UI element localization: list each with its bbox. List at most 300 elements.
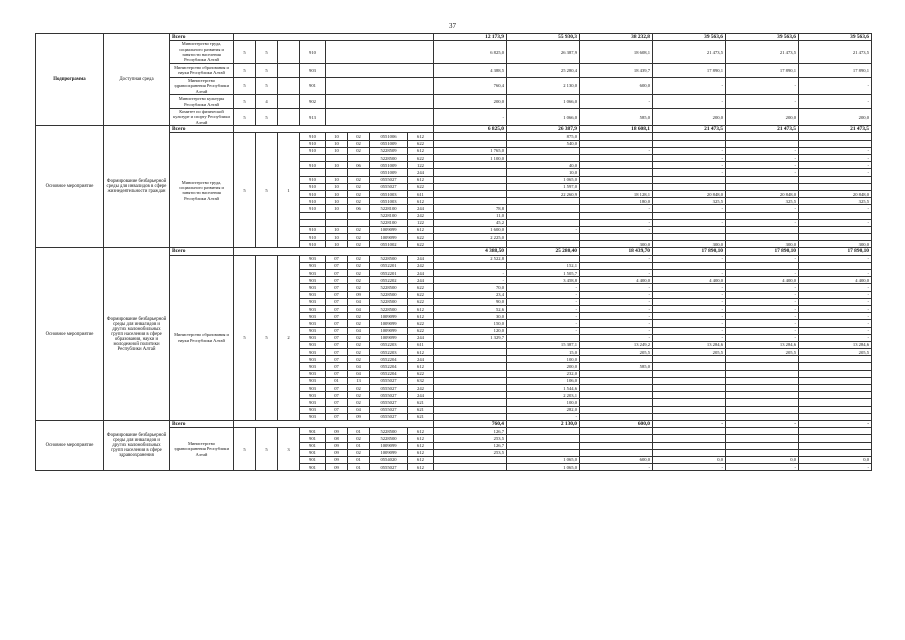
pr-code: 09 — [348, 413, 370, 420]
pr-code: 02 — [348, 399, 370, 406]
rz-code: 07 — [326, 392, 348, 399]
amount-cell: - — [653, 320, 726, 327]
amount-cell: 22 260,9 — [507, 190, 580, 197]
rz-code: 07 — [326, 370, 348, 377]
amount-cell: - — [726, 284, 799, 291]
grbs-code: 903 — [300, 320, 326, 327]
amount-cell — [507, 241, 580, 248]
grbs-code: 903 — [300, 327, 326, 334]
amount-cell: - — [507, 298, 580, 305]
amount-cell: - — [799, 169, 872, 176]
rz-code: 07 — [326, 277, 348, 284]
amount-cell: - — [799, 255, 872, 262]
amount-cell — [434, 349, 507, 356]
amount-cell: 2 522,8 — [434, 255, 507, 262]
amount-cell: - — [799, 147, 872, 154]
amount-cell — [726, 442, 799, 449]
amount-cell: - — [799, 219, 872, 226]
rz-code: 07 — [326, 406, 348, 413]
vr-code: 622 — [408, 298, 434, 305]
amount-cell — [434, 341, 507, 348]
pr-code: 02 — [348, 190, 370, 197]
amount-cell: 52,6 — [434, 305, 507, 312]
amount-cell — [653, 413, 726, 420]
pr-code: 02 — [348, 435, 370, 442]
amount-cell: - — [580, 464, 653, 471]
amount-cell: - — [726, 334, 799, 341]
amount-cell: - — [507, 291, 580, 298]
rz-code: 07 — [326, 385, 348, 392]
amount-cell — [653, 356, 726, 363]
vr-code: 612 — [408, 363, 434, 370]
amount-cell — [434, 176, 507, 183]
amount-cell — [507, 212, 580, 219]
cs-code: 0552204 — [370, 363, 408, 370]
amount-cell: - — [507, 284, 580, 291]
rz-code — [326, 212, 348, 219]
amount-cell: - — [653, 219, 726, 226]
amount-cell — [507, 205, 580, 212]
pr-code: 02 — [348, 356, 370, 363]
amount-cell: - — [799, 464, 872, 471]
grbs-code — [300, 212, 326, 219]
amount-cell: - — [580, 226, 653, 233]
cs-code: 5228509 — [370, 147, 408, 154]
amount-cell — [653, 377, 726, 384]
amount-cell: - — [726, 270, 799, 277]
total-value: 18 439,70 — [580, 248, 653, 255]
amount-cell: - — [799, 284, 872, 291]
code-empty — [326, 95, 434, 109]
amount-cell: 1 597,0 — [507, 183, 580, 190]
amount-cell — [507, 234, 580, 241]
total-value: 600,0 — [580, 420, 653, 427]
rz-code: 07 — [326, 413, 348, 420]
total-value: - — [653, 420, 726, 427]
amount-cell — [434, 133, 507, 140]
amount-cell: - — [799, 155, 872, 162]
amount-cell — [653, 406, 726, 413]
amount-cell: 20 848,0 — [726, 190, 799, 197]
amount-cell — [434, 464, 507, 471]
pr-code: 04 — [348, 406, 370, 413]
amount-cell: - — [799, 298, 872, 305]
amount-cell: - — [507, 320, 580, 327]
pr-code: 01 — [348, 442, 370, 449]
pr-code: 02 — [348, 270, 370, 277]
pr-code: 02 — [348, 234, 370, 241]
vr-code: 622 — [408, 234, 434, 241]
amount-cell — [580, 392, 653, 399]
amount-cell: 100,0 — [507, 356, 580, 363]
grbs-code: 910 — [300, 226, 326, 233]
amount-cell: - — [507, 413, 580, 420]
rz-code: 07 — [326, 270, 348, 277]
grbs-code: 910 — [300, 41, 326, 64]
amount-cell: 4 388,5 — [434, 63, 507, 77]
amount-cell: 90,0 — [434, 298, 507, 305]
amount-cell: - — [653, 205, 726, 212]
amount-cell: 126,7 — [434, 428, 507, 435]
amount-cell: - — [653, 305, 726, 312]
rz-code: 07 — [326, 399, 348, 406]
amount-cell: 200,0 — [434, 95, 507, 109]
grbs-code — [300, 155, 326, 162]
vr-code: 612 — [408, 305, 434, 312]
grbs-code — [300, 219, 326, 226]
amount-cell — [434, 356, 507, 363]
vr-code: 612 — [408, 226, 434, 233]
amount-cell: - — [726, 219, 799, 226]
rz-code: 07 — [326, 262, 348, 269]
amount-cell: 3 458,8 — [507, 277, 580, 284]
vr-code: 622 — [408, 140, 434, 147]
code-c: 2 — [278, 255, 300, 420]
grbs-code: 903 — [300, 363, 326, 370]
total-value: 39 563,6 — [653, 34, 726, 41]
rz-code: 10 — [326, 234, 348, 241]
amount-cell — [726, 356, 799, 363]
amount-cell: 10,0 — [507, 169, 580, 176]
grbs-code: 910 — [300, 183, 326, 190]
amount-cell: 126,7 — [434, 442, 507, 449]
pr-code: 04 — [348, 327, 370, 334]
vr-code: 242 — [408, 385, 434, 392]
pr-code: 02 — [348, 313, 370, 320]
amount-cell: - — [653, 284, 726, 291]
pr-code: 02 — [348, 392, 370, 399]
pr-code: 02 — [348, 241, 370, 248]
amount-cell — [580, 176, 653, 183]
amount-cell — [653, 385, 726, 392]
amount-cell — [507, 334, 580, 341]
total-value: 18 608,1 — [580, 126, 653, 133]
code-c — [278, 63, 300, 77]
amount-cell: 205,5 — [726, 349, 799, 356]
amount-cell: - — [653, 162, 726, 169]
amount-cell — [507, 428, 580, 435]
cs-code: 0552203 — [370, 349, 408, 356]
amount-cell: 2 225,0 — [434, 234, 507, 241]
vr-code: 244 — [408, 334, 434, 341]
amount-cell — [434, 169, 507, 176]
amount-cell — [799, 428, 872, 435]
grbs-code: 910 — [300, 133, 326, 140]
amount-cell — [799, 363, 872, 370]
amount-cell: 1 065,0 — [507, 464, 580, 471]
amount-cell — [580, 413, 653, 420]
vr-code: 612 — [408, 456, 434, 463]
amount-cell: 150,0 — [434, 320, 507, 327]
grbs-code: 903 — [300, 385, 326, 392]
empty-code-cell — [234, 420, 434, 427]
amount-cell — [434, 399, 507, 406]
code-c — [278, 41, 300, 64]
grbs-code: 903 — [300, 413, 326, 420]
amount-cell: - — [726, 327, 799, 334]
amount-cell — [799, 435, 872, 442]
code-b: 5 — [256, 63, 278, 77]
vr-code: 612 — [408, 313, 434, 320]
amount-cell: 13 284,6 — [799, 341, 872, 348]
pr-code: 06 — [348, 205, 370, 212]
activity-type-cell: Основное мероприятие — [36, 126, 104, 248]
amount-cell: 200,0 — [799, 109, 872, 126]
rz-code: 09 — [326, 456, 348, 463]
amount-cell — [580, 406, 653, 413]
rz-code: 07 — [326, 298, 348, 305]
amount-cell — [726, 183, 799, 190]
amount-cell — [507, 147, 580, 154]
amount-cell: - — [580, 327, 653, 334]
total-value: 38 232,8 — [580, 34, 653, 41]
grbs-code: 913 — [300, 109, 326, 126]
vr-code: 611 — [408, 190, 434, 197]
amount-cell — [653, 133, 726, 140]
grbs-code: 910 — [300, 147, 326, 154]
amount-cell — [653, 183, 726, 190]
amount-cell: 325,5 — [653, 198, 726, 205]
grbs-code: 903 — [300, 270, 326, 277]
amount-cell: 205,5 — [799, 349, 872, 356]
amount-cell: 1 066,0 — [507, 95, 580, 109]
amount-cell — [580, 356, 653, 363]
grbs-code: 910 — [300, 241, 326, 248]
amount-cell: 17 890,1 — [799, 63, 872, 77]
code-c — [278, 109, 300, 126]
amount-cell — [434, 370, 507, 377]
amount-cell: - — [653, 95, 726, 109]
rz-code: 07 — [326, 284, 348, 291]
amount-cell: 13 284,6 — [726, 341, 799, 348]
rz-code: 09 — [326, 428, 348, 435]
cs-code: 0555027 — [370, 377, 408, 384]
code-a: 5 — [234, 41, 256, 64]
cs-code: 0552202 — [370, 277, 408, 284]
amount-cell — [726, 413, 799, 420]
grbs-code: 910 — [300, 162, 326, 169]
total-value: 25 280,40 — [507, 248, 580, 255]
pr-code: 09 — [348, 291, 370, 298]
amount-cell: - — [580, 320, 653, 327]
vr-code: 622 — [408, 370, 434, 377]
pr-code: 04 — [348, 370, 370, 377]
pr-code: 13 — [348, 377, 370, 384]
amount-cell — [799, 392, 872, 399]
amount-cell: - — [726, 313, 799, 320]
amount-cell: - — [653, 255, 726, 262]
cs-code: 1009099 — [370, 313, 408, 320]
amount-cell — [507, 198, 580, 205]
amount-cell — [799, 212, 872, 219]
cs-code: 1009099 — [370, 334, 408, 341]
amount-cell: - — [726, 162, 799, 169]
cs-code: 1009099 — [370, 320, 408, 327]
amount-cell — [726, 176, 799, 183]
amount-cell: - — [799, 205, 872, 212]
total-value: 6 825,0 — [434, 126, 507, 133]
grbs-code — [300, 169, 326, 176]
amount-cell — [653, 176, 726, 183]
amount-cell: 2 130,0 — [507, 77, 580, 94]
amount-cell — [653, 370, 726, 377]
amount-cell — [799, 176, 872, 183]
rz-code: 10 — [326, 147, 348, 154]
vr-code: 622 — [408, 327, 434, 334]
amount-cell: - — [653, 327, 726, 334]
amount-cell: - — [726, 291, 799, 298]
amount-cell: 120,0 — [434, 327, 507, 334]
grbs-code: 910 — [300, 205, 326, 212]
grbs-code: 903 — [300, 399, 326, 406]
cs-code: 0555027 — [370, 176, 408, 183]
amount-cell: 4 400,0 — [580, 277, 653, 284]
amount-cell — [799, 133, 872, 140]
amount-cell: 18 128,1 — [580, 190, 653, 197]
pr-code — [348, 155, 370, 162]
grbs-code: 903 — [300, 291, 326, 298]
amount-cell — [726, 212, 799, 219]
amount-cell: - — [580, 205, 653, 212]
amount-cell: 200,0 — [653, 109, 726, 126]
amount-cell — [653, 226, 726, 233]
pr-code: 02 — [348, 277, 370, 284]
pr-code: 02 — [348, 140, 370, 147]
amount-cell — [434, 140, 507, 147]
cs-code: 0552204 — [370, 370, 408, 377]
amount-cell — [434, 363, 507, 370]
executor-name: Министерство культуры Республики Алтай — [170, 95, 234, 109]
code-a: 5 — [234, 255, 256, 420]
total-value: 21 473,5 — [726, 126, 799, 133]
amount-cell — [799, 399, 872, 406]
cs-code: 0555027 — [370, 406, 408, 413]
amount-cell: - — [726, 320, 799, 327]
amount-cell — [580, 449, 653, 456]
code-a: 5 — [234, 95, 256, 109]
amount-cell: 1 505,7 — [507, 270, 580, 277]
amount-cell: 0,0 — [726, 456, 799, 463]
amount-cell: 205,5 — [653, 349, 726, 356]
amount-cell: - — [580, 95, 653, 109]
vr-code: 122 — [408, 162, 434, 169]
amount-cell — [799, 226, 872, 233]
code-b: 5 — [256, 109, 278, 126]
amount-cell — [726, 133, 799, 140]
executor-name: Министерство образования и науки Республики Алтай — [170, 63, 234, 77]
total-value: 39 563,6 — [726, 34, 799, 41]
vr-code: 622 — [408, 241, 434, 248]
amount-cell — [434, 392, 507, 399]
grbs-code: 901 — [300, 449, 326, 456]
pr-code: 04 — [348, 305, 370, 312]
pr-code: 02 — [348, 183, 370, 190]
empty-code-cell — [234, 34, 434, 41]
code-a: 5 — [234, 109, 256, 126]
code-b: 5 — [256, 77, 278, 94]
cs-code: 5228100 — [370, 212, 408, 219]
amount-cell — [434, 183, 507, 190]
amount-cell: 1 544,6 — [507, 385, 580, 392]
vr-code: 632 — [408, 377, 434, 384]
amount-cell — [726, 140, 799, 147]
rz-code: 07 — [326, 291, 348, 298]
amount-cell: 0,0 — [653, 456, 726, 463]
code-empty — [326, 41, 434, 64]
cs-code: 0551009 — [370, 162, 408, 169]
amount-cell — [580, 212, 653, 219]
amount-cell — [580, 377, 653, 384]
code-b: 5 — [256, 428, 278, 471]
amount-cell: - — [507, 327, 580, 334]
amount-cell — [434, 385, 507, 392]
pr-code: 02 — [348, 349, 370, 356]
cs-code: 0555027 — [370, 183, 408, 190]
amount-cell: - — [653, 464, 726, 471]
pr-code — [348, 212, 370, 219]
amount-cell: 78,8 — [434, 205, 507, 212]
amount-cell: - — [653, 298, 726, 305]
amount-cell: - — [653, 270, 726, 277]
pr-code: 02 — [348, 133, 370, 140]
rz-code: 07 — [326, 341, 348, 348]
amount-cell: 100,0 — [507, 399, 580, 406]
amount-cell: - — [434, 270, 507, 277]
amount-cell — [434, 406, 507, 413]
cs-code: 5228500 — [370, 284, 408, 291]
amount-cell: - — [799, 313, 872, 320]
activity-name-cell: Формирование безбарьерной среды для инвалидов в сфере жизнедеятельности граждан — [104, 126, 170, 248]
amount-cell — [653, 140, 726, 147]
grbs-code: 903 — [300, 313, 326, 320]
amount-cell — [653, 428, 726, 435]
grbs-code: 903 — [300, 298, 326, 305]
cs-code: 0551006 — [370, 133, 408, 140]
amount-cell: - — [434, 109, 507, 126]
amount-cell — [580, 385, 653, 392]
code-a: 5 — [234, 63, 256, 77]
amount-cell — [507, 435, 580, 442]
amount-cell: - — [507, 226, 580, 233]
total-value: 21 473,5 — [653, 126, 726, 133]
amount-cell: 875,0 — [507, 133, 580, 140]
executor-name: Комитет по физической культуре и спорту Республики Алтай — [170, 109, 234, 126]
amount-cell: 106,0 — [507, 377, 580, 384]
rz-code: 10 — [326, 190, 348, 197]
activity-total-row — [36, 126, 872, 133]
amount-cell — [580, 428, 653, 435]
amount-cell: 540,0 — [507, 140, 580, 147]
amount-cell: - — [653, 77, 726, 94]
amount-cell — [580, 262, 653, 269]
pr-code: 06 — [348, 162, 370, 169]
code-b: 5 — [256, 133, 278, 248]
code-a: 5 — [234, 77, 256, 94]
amount-cell: - — [507, 313, 580, 320]
amount-cell: - — [580, 219, 653, 226]
amount-cell: - — [580, 284, 653, 291]
amount-cell — [434, 241, 507, 248]
cs-code: 0554020 — [370, 456, 408, 463]
amount-cell — [726, 363, 799, 370]
pr-code: 02 — [348, 320, 370, 327]
pr-code: 02 — [348, 449, 370, 456]
amount-cell — [580, 370, 653, 377]
cs-code: 1009099 — [370, 449, 408, 456]
grbs-code: 903 — [300, 63, 326, 77]
cs-code: 0555027 — [370, 413, 408, 420]
rz-code: 09 — [326, 464, 348, 471]
